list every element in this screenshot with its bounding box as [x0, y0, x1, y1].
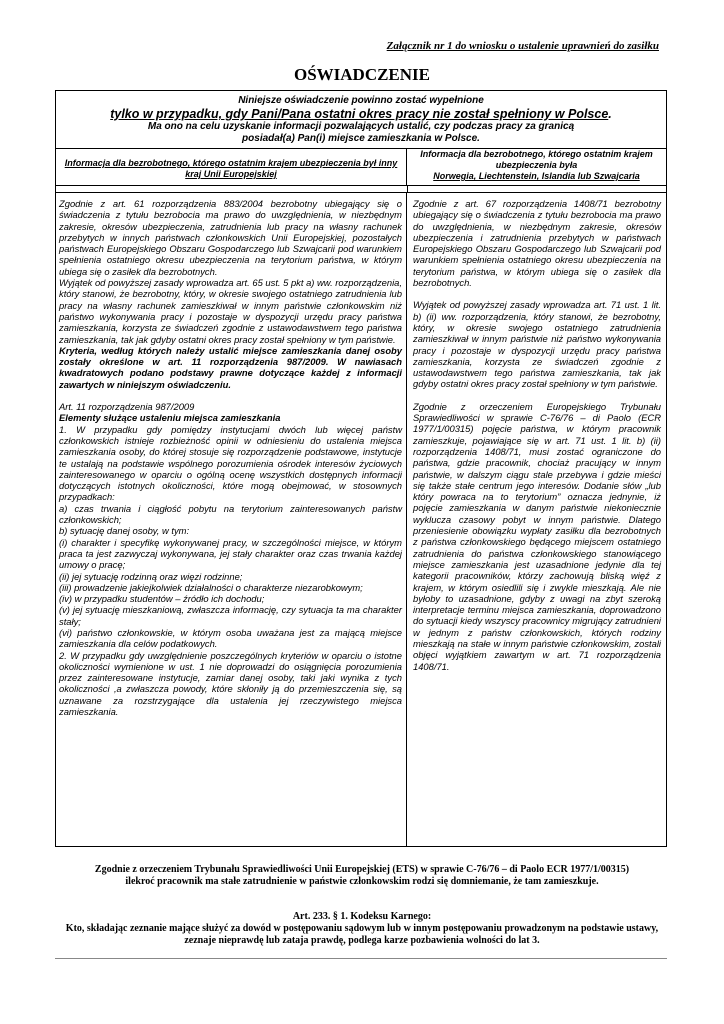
right-paragraph-1: Zgodnie z art. 67 rozporządzenia 1408/71 bezrobotny ubiegający się o świadczenia z tytułu bezrobocia ma prawo do uwzględnienia, w niezbędnym zakresie, okresów ubezpieczenia i zatrudnienia przebytych w państwach Europejskiego Obszaru Gospodarczego lub Szwajcarii pod warunkiem spełnienia ostatniego okresu ubezpieczenia na terytorium państwa, w którym ubiega się o zasiłek dla bezrobotnych. [413, 198, 661, 289]
ets-note-line-2: ilekroć pracownik ma stałe zatrudnienie w państwie członkowskim rodzi się domniemanie, że tam zamieszkuje. [125, 876, 599, 887]
left-item-b-v: (v) jej sytuację mieszkaniową, zwłaszcza informację, czy sytuacja ta ma charakter stały; [59, 604, 402, 627]
intro-period: . [608, 107, 612, 121]
left-item-a: a) czas trwania i ciągłość pobytu na terytorium zainteresowanych państw członkowskich; [59, 502, 402, 526]
right-paragraph-3: Zgodnie z orzeczeniem Europejskiego Trybunału Sprawiedliwości w sprawie C-76/76 – di Paolo (ECR 1977/1/00315) pojęcie państwa, w którym pracownik zamieszkuje, pojawiające się w art. 71 ust. 1 lit. b) (ii) rozporządzenia 1408/71, musi zostać ograniczone do państwa, gdzie pracownik, chociaż pracujący w innym państwie, w dalszym ciągu stale przebywa i gdzie mieści się także stałe centrum jego interesów. Dodanie słów „lub który powraca na to terytorium” oznacza jednynie, iż pojęcie zamieszkania w danym państwie niekoniecznie wyklucza czasowy pobyt w innym państwie. Dlatego przeniesienie obowiązku wypłaty zasiłku dla bezrobotnych z państwa członkowskiego będącego miejscem ostatniego zatrudnienia do państwa członkowskiego stanowiącego miejsce zamieszkania jest uzasadnione jedynie dla tej kategorii pracowników, którzy zachowują bliską więź z krajem, w którym osiedlili się i zwykle mieszkają. Ale nie byłoby to uzasadnione, gdyby z uwagi na zbyt szeroką interpretacje terminu miejsca zamieszkania, doprowadzono do sytuacji kiedy wszyscy pracownicy migrujący zatrudnieni w jednym z państw członkowskich, których rodziny mieszkają na stałe w innym państwie członkowskim, zostali objęci wyjątkiem zawartym w art. 71 rozporządzenia 1408/71. [413, 400, 661, 672]
left-header-text: Informacja dla bezrobotnego, którego ostatnim krajem ubezpieczenia był inny kraj Unii Europejskiej [64, 158, 398, 179]
left-item-b-iii: (iii) prowadzenie jakiejkolwiek działalności o charakterze niezarobkowym; [59, 581, 363, 593]
left-item-b: b) sytuację danej osoby, w tym: [59, 525, 190, 537]
intro-line-4: posiadał(a) Pan(i) miejsce zamieszkania w Polsce. [242, 133, 480, 144]
declaration-table [55, 90, 667, 847]
right-header-line-2: Norwegia, Liechtenstein, Islandia lub Szwajcaria [433, 171, 640, 181]
left-item-b-iv: (iv) w przypadku studentów – źródło ich dochodu; [59, 593, 265, 605]
left-criteria: Kryteria, według których należy ustalić miejsce zamieszkania danej osoby zostały określone w art. 11 rozporządzenia 987/2009. W nawiasach kwadratowych podano podstawy prawne dotyczące każdej z informacji zawartych w niniejszym oświadczeniu. [59, 344, 402, 390]
left-item-b-ii: (ii) jej sytuację rodzinną oraz więzi rodzinne; [59, 570, 243, 582]
intro-line-3: Ma ono na celu uzyskanie informacji pozwalających ustalić, czy podczas pracy za granicą [147, 121, 575, 132]
spacer [413, 288, 661, 299]
spacer [413, 390, 661, 401]
left-column-header [56, 149, 407, 186]
right-paragraph-2: Wyjątek od powyższej zasady wprowadza art. 71 ust. 1 lit. b) (ii) ww. rozporządzenia, który stanowi, że bezrobotny, który, w okresie swojego ostatniego zatrudnienia zamieszkiwał w innym państwie niż państwo wykonywania pracy i pozostaje w dyspozycji urzędu pracy państwa zamieszkania, korzysta ze świadczeń zgodnie z ustawodawstwem tego państwa zamieszkania, tak jak gdyby ostatni okres pracy został spełniony w tym państwie. [413, 299, 661, 390]
left-item-b-i: (i) charakter i specyfikę wykonywanej pracy, w szczególności miejsce, w którym praca ta jest zazwyczaj wykonywana, jej stały charakter oraz czas trwania każdej umowy o pracę; [59, 536, 402, 571]
left-item-b-vi: (vi) państwo członkowskie, w którym osoba uważana jest za mającą miejsce zamieszkania dla celów podatkowych. [59, 626, 402, 650]
right-column-header [407, 149, 666, 186]
left-article-para-2: 2. W przypadku gdy uwzględnienie poszczególnych kryteriów w oparciu o istotne okoliczności wymienione w ust. 1 nie doprowadzi do osiągnięcia porozumienia przez zainteresowane instytucje, zamiar danej osoby, taki jaki wynika z tych okoliczności ,a zwłaszcza powody, które skłoniły ją do przemieszczenia się, są uznawane za rozstrzygające dla ustalenia jej rzeczywistego miejsca zamieszkania. [59, 649, 402, 718]
intro-line-1: Niniejsze oświadczenie powinno zostać wypełnione [238, 95, 484, 106]
left-paragraph-2: Wyjątek od powyższej zasady wprowadza art. 65 ust. 5 pkt a) ww. rozporządzenia, który stanowi, że bezrobotny, który, w okresie swojego ostatniego zatrudnienia lub pracy na własny rachunek zamieszkiwał w innym państwie członkowskim niż państwo wykonywania pracy i pozostaje w dyspozycji urzędu pracy państwa zamieszkania, korzysta ze świadczeń zgodnie z ustawodawstwem tego państwa zamieszkania, tak jak gdyby ostatni okres pracy został spełniony w tym państwie. [59, 277, 402, 345]
attachment-note: Załącznik nr 1 do wniosku o ustalenie uprawnień do zasiłku [386, 40, 659, 52]
page-title: OŚWIADCZENIE [293, 65, 431, 84]
penal-code-text: Kto, składając zeznanie mające służyć za dowód w postępowaniu sądowym lub w innym postępowaniu prowadzonym na podstawie ustawy, zeznaje nieprawdę lub zataja prawdę, podlega karze pozbawienia wolności do lat 3. [65, 923, 659, 946]
intro-block [56, 91, 666, 149]
left-article-para-1: 1. W przypadku gdy pomiędzy instytucjami dwóch lub więcej państw członkowskich istnieje rozbieżność opinii w odniesieniu do ustalenia miejsca zamieszkania osoby, do której stosuje się rozporządzenie podstawowe, instytucje te ustalają na podstawie wspólnego porozumienia ośrodek interesów życiowych zainteresowanego w oparciu o ogólną ocenę wszystkich dostępnych informacji dotyczących istotnych okoliczności, które mogą obejmować, w stosownych przypadkach: [59, 423, 402, 503]
ets-note-line-1: Zgodnie z orzeczeniem Trybunału Sprawiedliwości Unii Europejskiej (ETS) w sprawie C-76/76 – di Paolo ECR 1977/1/00315) [94, 864, 630, 875]
left-paragraph-1: Zgodnie z art. 61 rozporządzenia 883/2004 bezrobotny ubiegający się o świadczenia z tytułu bezrobocia ma prawo do uwzględnienia, w niezbędnym zakresie, okresów ubezpieczenia, zatrudnienia lub pracy na własny rachunek przebytych w innych państwach członkowskich Unii Europejskiej, pozostałych państwach Europejskiego Obszaru Gospodarczego lub Szwajcarii pod warunkiem spełnienia ostatniego okresu ubezpieczenia na terytorium państwa, w którym ubiega się o zasiłek dla bezrobotnych. [59, 198, 402, 277]
left-column [56, 192, 407, 846]
left-article-heading: Elementy służące ustaleniu miejsca zamieszkania [59, 412, 281, 424]
intro-condition: tylko w przypadku, gdy Pani/Pana ostatni okres pracy [110, 107, 433, 121]
penal-code-note [60, 911, 664, 947]
spacer [59, 390, 402, 401]
penal-code-title: Art. 233. § 1. Kodeksu Karnego: [292, 911, 432, 922]
intro-condition-emphasis: nie został spełniony w Polsce [432, 107, 609, 121]
right-header-line-1: Informacja dla bezrobotnego, którego ostatnim krajem ubezpieczenia była [420, 149, 653, 170]
left-article-ref: Art. 11 rozporządzenia 987/2009 [59, 401, 195, 413]
intro-line-2 [56, 107, 666, 121]
ets-note [64, 864, 660, 888]
signature-line [55, 958, 667, 959]
right-column [407, 192, 666, 846]
